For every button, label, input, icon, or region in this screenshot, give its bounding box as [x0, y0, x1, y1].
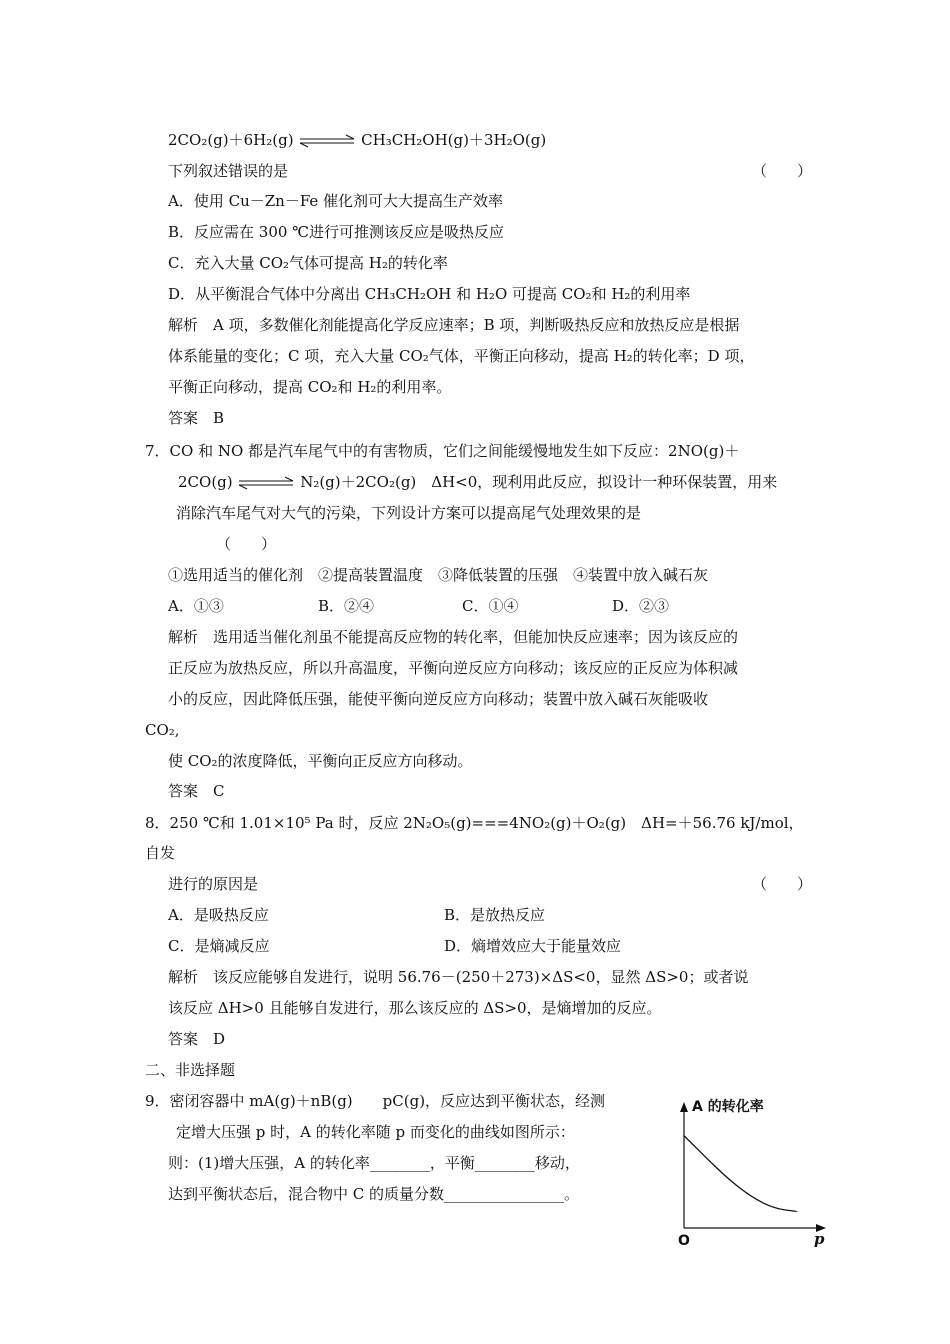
q7-option-b: B．②④: [318, 597, 375, 615]
q6-option-b: B．反应需在 300 ℃进行可推测该反应是吸热反应: [168, 223, 504, 241]
x-axis-label: p: [814, 1230, 825, 1248]
series-line-0: [684, 1136, 797, 1212]
equilibrium-arrow-icon: [237, 476, 295, 490]
q6-option-d: D．从平衡混合气体中分离出 CH₃CH₂OH 和 H₂O 可提高 CO₂和 H₂的利用率: [168, 285, 691, 303]
q8-answer: 答案 D: [168, 1030, 226, 1048]
q9-line-1: 9．密闭容器中 mA(g)＋nB(g) pC(g)，反应达到平衡状态，经测: [145, 1092, 606, 1110]
q9-line-2: 定增大压强 p 时，A 的转化率随 p 而变化的曲线如图所示：: [176, 1123, 575, 1141]
q7-option-c: C．①④: [462, 597, 519, 615]
q7-bracket: （ ）: [216, 535, 277, 553]
q6-eq-right: CH₃CH₂OH(g)＋3H₂O(g): [361, 131, 547, 149]
q6-explanation-1: 解析 A 项，多数催化剂能提高化学反应速率；B 项，判断吸热反应和放热反应是根据: [168, 316, 740, 334]
q7-equation: [178, 472, 777, 492]
q7-answer: 答案 C: [168, 782, 225, 800]
y-axis-label: A 的转化率: [692, 1099, 764, 1115]
q8-line-2: 自发: [145, 844, 176, 862]
y-axis-arrow-icon: [680, 1102, 688, 1112]
q7-explanation-3: 小的反应，因此降低压强，能使平衡向逆反应方向移动；装置中放入碱石灰能吸收: [168, 690, 709, 708]
q9-line-3: 则：(1)增大压强，A 的转化率________，平衡________移动，: [168, 1154, 580, 1172]
q6-answer: 答案 B: [168, 409, 225, 427]
q6-explanation-2: 体系能量的变化；C 项，充入大量 CO₂气体，平衡正向移动，提高 H₂的转化率；D 项，: [168, 347, 755, 365]
q7-line-3: 消除汽车尾气对大气的污染，下列设计方案可以提高尾气处理效果的是: [176, 504, 642, 522]
q8-bracket: （ ）: [752, 875, 813, 893]
section-heading: 二、非选择题: [145, 1061, 236, 1079]
q8-explanation-1: 解析 该反应能够自发进行，说明 56.76－(250＋273)×ΔS<0，显然 ΔS>0；或者说: [168, 968, 749, 986]
q7-explanation-4: CO₂,: [145, 721, 180, 739]
q7-option-a: A．①③: [168, 597, 224, 615]
q6-eq-left: 2CO₂(g)＋6H₂(g): [168, 131, 294, 149]
q6-option-a: A．使用 Cu－Zn－Fe 催化剂可大大提高生产效率: [168, 192, 504, 210]
q8-option-d: D．熵增效应大于能量效应: [444, 937, 622, 955]
q9-line-4: 达到平衡状态后，混合物中 C 的质量分数________________。: [168, 1185, 580, 1203]
q8-line-3: 进行的原因是: [168, 875, 259, 893]
q8-explanation-2: 该反应 ΔH>0 且能够自发进行，那么该反应的 ΔS>0，是熵增加的反应。: [168, 999, 662, 1017]
q8-option-a: A．是吸热反应: [168, 906, 269, 924]
q7-option-d: D．②③: [612, 597, 670, 615]
q7-explanation-5: 使 CO₂的浓度降低，平衡向正反应方向移动。: [168, 752, 473, 770]
q8-option-b: B．是放热反应: [444, 906, 546, 924]
conversion-rate-chart: [660, 1090, 830, 1250]
q7-items: ①选用适当的催化剂 ②提高装置温度 ③降低装置的压强 ④装置中放入碱石灰: [168, 566, 709, 584]
q7-explanation-2: 正反应为放热反应，所以升高温度，平衡向逆反应方向移动；该反应的正反应为体积减: [168, 659, 739, 677]
q6-explanation-3: 平衡正向移动，提高 CO₂和 H₂的利用率。: [168, 378, 452, 396]
q6-option-c: C．充入大量 CO₂气体可提高 H₂的转化率: [168, 254, 448, 272]
equilibrium-arrow-icon: [298, 134, 356, 148]
q7-eq-left: 2CO(g): [178, 473, 233, 491]
q6-stem: 下列叙述错误的是: [168, 162, 289, 180]
q8-line-1: 8．250 ℃和 1.01×10⁵ Pa 时，反应 2N₂O₅(g)===4NO₂(g)＋O₂(g) ΔH=＋56.76 kJ/mol，: [145, 814, 804, 832]
q7-eq-right: N₂(g)＋2CO₂(g) ΔH<0，现利用此反应，拟设计一种环保装置，用来: [300, 473, 778, 491]
q6-bracket: （ ）: [752, 162, 813, 180]
q7-line-1: 7．CO 和 NO 都是汽车尾气中的有害物质，它们之间能缓慢地发生如下反应：2NO(g)＋: [145, 442, 740, 460]
origin-label: O: [678, 1233, 690, 1249]
q8-option-c: C．是熵减反应: [168, 937, 270, 955]
q6-equation: [168, 130, 546, 150]
q7-explanation-1: 解析 选用适当催化剂虽不能提高反应物的转化率，但能加快反应速率；因为该反应的: [168, 628, 739, 646]
